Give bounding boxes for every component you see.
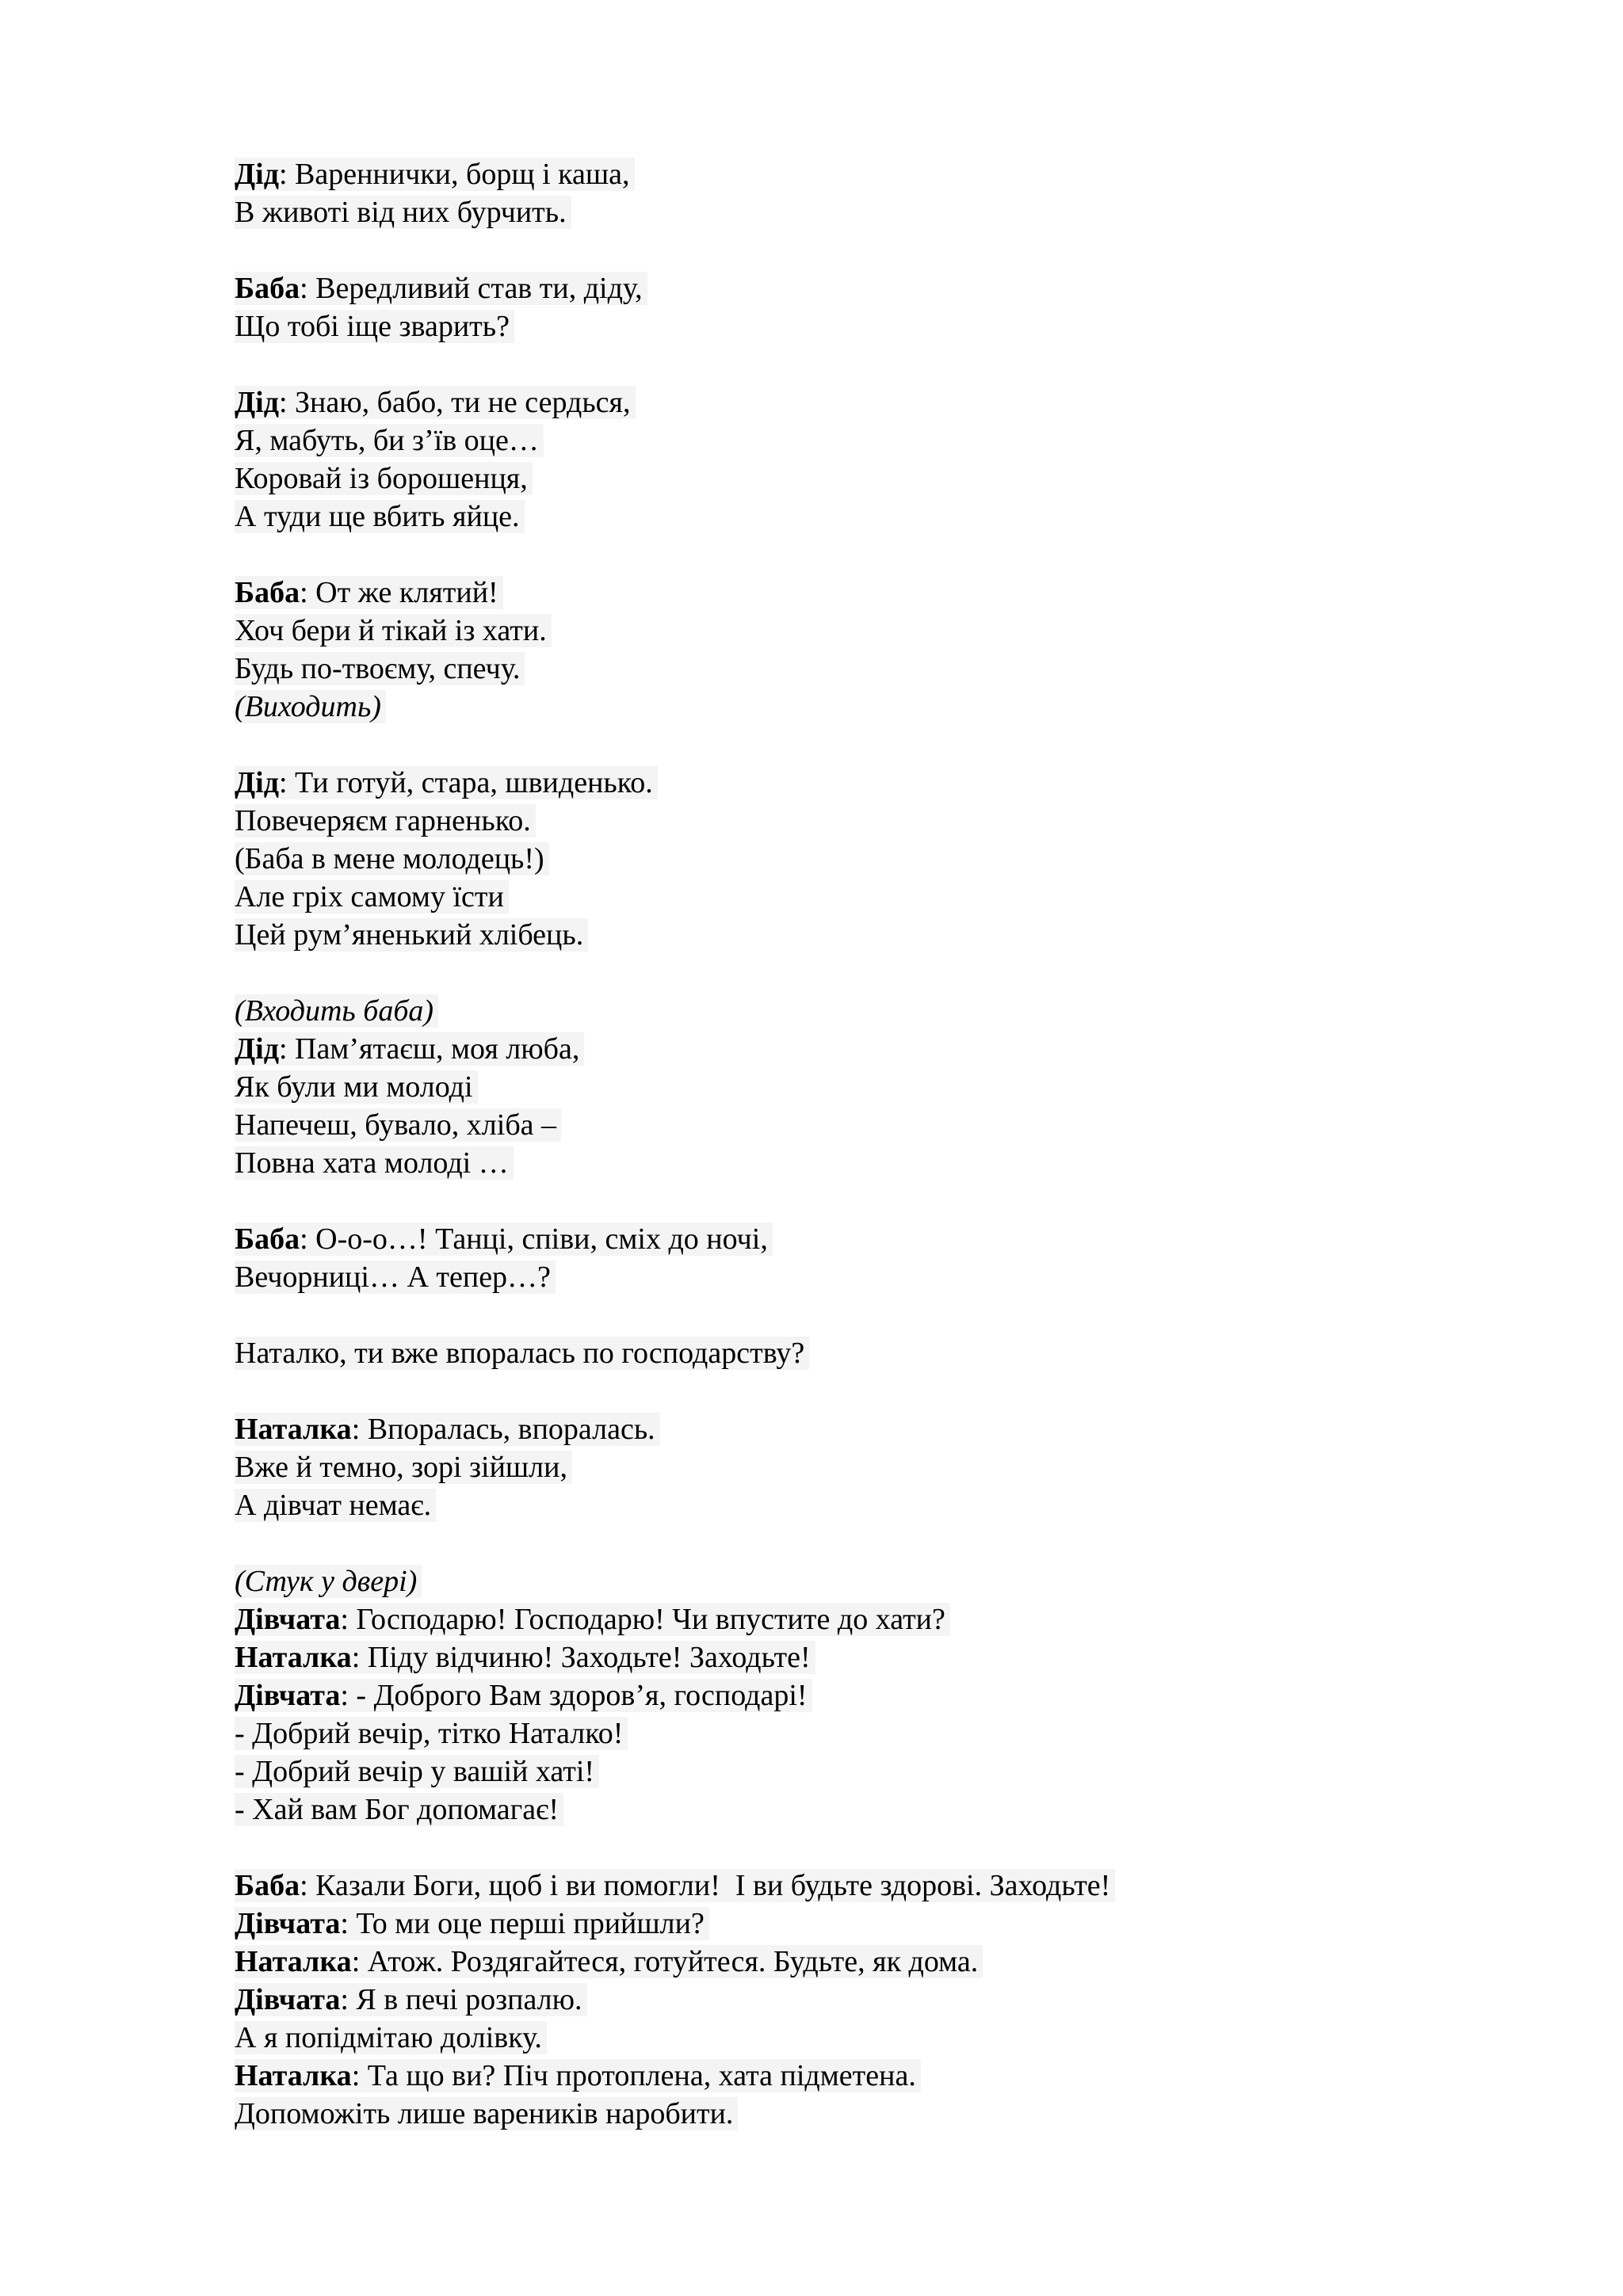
line-text-highlight [235, 462, 533, 495]
script-block [235, 269, 1471, 345]
speaker-name: Дівчата [235, 1679, 341, 1712]
line-text-highlight [235, 196, 571, 229]
dialogue-text: Наталко, ти вже впоралась по господарству? [235, 1337, 805, 1370]
line-text-highlight [235, 1603, 950, 1636]
script-line [235, 1106, 1471, 1144]
script-line [235, 1791, 1471, 1829]
speaker-name: Баба [235, 1222, 300, 1256]
line-text-highlight [235, 690, 386, 723]
dialogue-text: Повна хата молоді … [235, 1146, 509, 1180]
speaker-name: Дівчата [235, 1983, 341, 2016]
dialogue-text: : Впоралась, впоралась. [351, 1413, 655, 1446]
dialogue-text: - Хай вам Бог допомагає! [235, 1793, 559, 1826]
dialogue-text: : - Доброго Вам здоров’я, господарі! [340, 1679, 808, 1712]
script-line [235, 1638, 1471, 1676]
line-text-highlight [235, 158, 635, 191]
line-text-highlight [235, 1907, 709, 1940]
script-line [235, 1753, 1471, 1791]
stage-direction: (Входить баба) [235, 994, 434, 1028]
script-line [235, 307, 1471, 345]
dialogue-text: : Господарю! Господарю! Чи впустите до хати? [340, 1603, 945, 1636]
speaker-name: Баба [235, 576, 300, 609]
script-line [235, 421, 1471, 460]
dialogue-text: : Вередливий став ти, діду, [300, 272, 643, 305]
line-text-highlight [235, 1679, 812, 1712]
line-text-highlight [235, 500, 525, 533]
line-text-highlight [235, 918, 588, 952]
line-text-highlight [235, 310, 514, 343]
script-block [235, 1410, 1471, 1524]
dialogue-text: Будь по-твоєму, спечу. [235, 652, 521, 685]
script-line [235, 383, 1471, 421]
script-block [235, 383, 1471, 536]
script-line [235, 1981, 1471, 2019]
dialogue-text: А я попідмітаю долівку. [235, 2021, 542, 2054]
script-line [235, 650, 1471, 688]
line-text-highlight [235, 1032, 584, 1066]
script-line [235, 1258, 1471, 1296]
script-line [235, 1600, 1471, 1638]
script-line [235, 1030, 1471, 1068]
script-line [235, 1220, 1471, 1258]
line-text-highlight [235, 1793, 563, 1826]
script-line [235, 878, 1471, 916]
line-text-highlight [235, 1261, 556, 1294]
script-line [235, 1676, 1471, 1714]
line-text-highlight [235, 994, 438, 1028]
script-line [235, 2095, 1471, 2133]
line-text-highlight [235, 880, 509, 913]
speaker-name: Наталка [235, 1413, 352, 1446]
script-line [235, 2057, 1471, 2095]
line-text-highlight [235, 1489, 436, 1522]
script-line [235, 574, 1471, 612]
script-line [235, 155, 1471, 193]
stage-direction: (Стук у двері) [235, 1565, 418, 1598]
script-line [235, 1144, 1471, 1182]
script-line [235, 1448, 1471, 1486]
dialogue-text: Допоможіть лише вареників наробити. [235, 2097, 734, 2130]
line-text-highlight [235, 1983, 587, 2016]
script-line [235, 764, 1471, 802]
stage-direction: (Виходить) [235, 690, 381, 723]
dialogue-text: В животі від них бурчить. [235, 196, 567, 229]
speaker-name: Баба [235, 1869, 300, 1902]
dialogue-text: : Та що ви? Піч протоплена, хата підметена. [351, 2059, 916, 2092]
speaker-name: Дівчата [235, 1603, 341, 1636]
dialogue-text: А дівчат немає. [235, 1489, 432, 1522]
dialogue-text: : Пам’ятаєш, моя люба, [278, 1032, 580, 1066]
line-text-highlight [235, 424, 544, 457]
line-text-highlight [235, 842, 549, 875]
line-text-highlight [235, 1869, 1115, 1902]
script-line [235, 1867, 1471, 1905]
dialogue-text: - Добрий вечір, тітко Наталко! [235, 1717, 624, 1750]
speaker-name: Дід [235, 158, 279, 191]
script-line [235, 269, 1471, 307]
dialogue-text: Хоч бери й тікай із хати. [235, 614, 547, 647]
dialogue-text: : От же клятий! [300, 576, 498, 609]
line-text-highlight [235, 1146, 514, 1180]
script-line [235, 460, 1471, 498]
script-line [235, 688, 1471, 726]
speaker-name: Дід [235, 1032, 279, 1066]
script-line [235, 840, 1471, 878]
line-text-highlight [235, 1755, 599, 1788]
script-line [235, 1068, 1471, 1106]
play-script [235, 155, 1471, 2171]
script-line [235, 1714, 1471, 1753]
dialogue-text: Вже й темно, зорі зійшли, [235, 1451, 567, 1484]
script-block [235, 1867, 1471, 2133]
script-line [235, 802, 1471, 840]
speaker-name: Наталка [235, 2059, 352, 2092]
line-text-highlight [235, 1717, 628, 1750]
script-line [235, 1943, 1471, 1981]
dialogue-text: Я, мабуть, би з’їв оце… [235, 424, 539, 457]
dialogue-text: Вечорниці… А тепер…? [235, 1261, 551, 1294]
script-line [235, 193, 1471, 231]
dialogue-text: : То ми оце перші прийшли? [340, 1907, 705, 1940]
dialogue-text: : Вареннички, борщ і каша, [278, 158, 630, 191]
line-text-highlight [235, 2021, 547, 2054]
script-line [235, 1562, 1471, 1600]
dialogue-text: : Казали Боги, щоб і ви помогли! І ви будьте здорові. Заходьте! [300, 1869, 1111, 1902]
line-text-highlight [235, 1451, 572, 1484]
line-text-highlight [235, 766, 658, 799]
script-line [235, 916, 1471, 954]
line-text-highlight [235, 1222, 773, 1256]
dialogue-text: (Баба в мене молодець!) [235, 842, 544, 875]
line-text-highlight [235, 576, 503, 609]
line-text-highlight [235, 1337, 809, 1370]
line-text-highlight [235, 1945, 983, 1978]
dialogue-text: Цей рум’яненький хлібець. [235, 918, 584, 952]
dialogue-text: - Добрий вечір у вашій хаті! [235, 1755, 595, 1788]
speaker-name: Дівчата [235, 1907, 341, 1940]
script-block [235, 1220, 1471, 1296]
script-block [235, 992, 1471, 1182]
dialogue-text: : О-о-о…! Танці, співи, сміх до ночі, [300, 1222, 768, 1256]
script-block [235, 574, 1471, 726]
line-text-highlight [235, 2097, 738, 2130]
line-text-highlight [235, 2059, 921, 2092]
script-block [235, 764, 1471, 954]
dialogue-text: Як були ми молоді [235, 1070, 473, 1104]
script-line [235, 1410, 1471, 1448]
dialogue-text: : Ти готуй, стара, швиденько. [278, 766, 653, 799]
speaker-name: Наталка [235, 1945, 352, 1978]
speaker-name: Дід [235, 766, 279, 799]
line-text-highlight [235, 614, 552, 647]
script-line [235, 612, 1471, 650]
line-text-highlight [235, 386, 636, 419]
script-line [235, 1905, 1471, 1943]
script-line [235, 1486, 1471, 1524]
speaker-name: Наталка [235, 1641, 352, 1674]
dialogue-text: : Піду відчиню! Заходьте! Заходьте! [351, 1641, 811, 1674]
dialogue-text: Повечеряєм гарненько. [235, 804, 531, 837]
script-block [235, 1562, 1471, 1829]
script-line [235, 1334, 1471, 1372]
dialogue-text: А туди ще вбить яйце. [235, 500, 520, 533]
dialogue-text: Але гріх самому їсти [235, 880, 504, 913]
dialogue-text: : Я в печі розпалю. [340, 1983, 582, 2016]
line-text-highlight [235, 1070, 478, 1104]
line-text-highlight [235, 652, 525, 685]
line-text-highlight [235, 272, 647, 305]
speaker-name: Дід [235, 386, 279, 419]
script-block [235, 1334, 1471, 1372]
dialogue-text: Що тобі іще зварить? [235, 310, 510, 343]
dialogue-text: Коровай із борошенця, [235, 462, 528, 495]
line-text-highlight [235, 1565, 422, 1598]
line-text-highlight [235, 1413, 660, 1446]
dialogue-text: : Знаю, бабо, ти не сердься, [278, 386, 631, 419]
line-text-highlight [235, 804, 536, 837]
script-line [235, 992, 1471, 1030]
speaker-name: Баба [235, 272, 300, 305]
dialogue-text: : Атож. Роздягайтеся, готуйтеся. Будьте, як дома. [351, 1945, 979, 1978]
line-text-highlight [235, 1641, 815, 1674]
script-line [235, 498, 1471, 536]
script-line [235, 2019, 1471, 2057]
script-block [235, 155, 1471, 231]
line-text-highlight [235, 1108, 561, 1142]
dialogue-text: Напечеш, бувало, хліба – [235, 1108, 557, 1142]
